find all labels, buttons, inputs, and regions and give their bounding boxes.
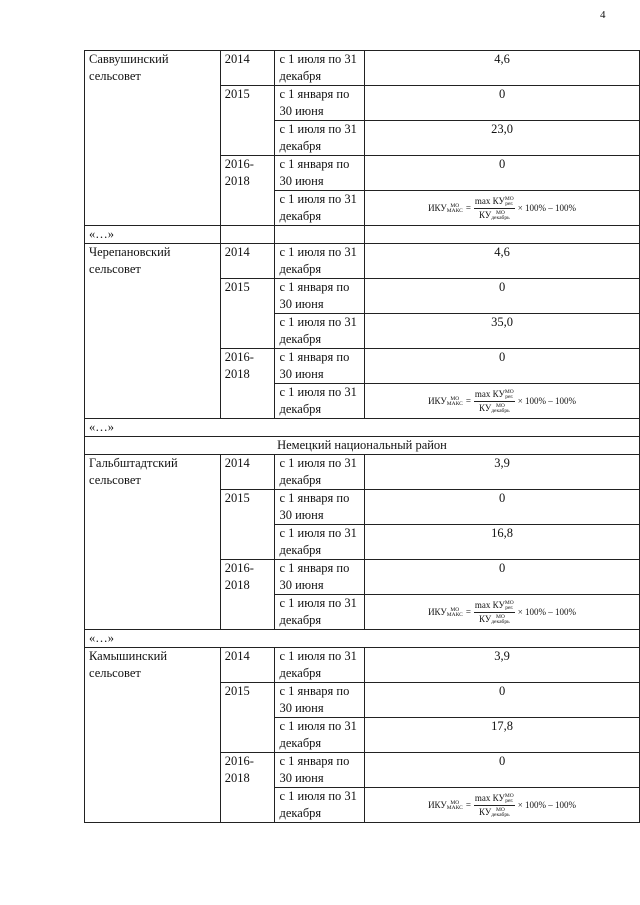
formula: ИКУ МО МАКС = max КУ МО рег. КУ МО декабрь × 100% – 100%	[428, 195, 577, 221]
value-cell: 0	[365, 560, 640, 595]
year-cell: 2016-2018	[220, 349, 275, 419]
formula-cell	[365, 595, 640, 630]
period-cell: с 1 января по 30 июня	[275, 279, 365, 314]
ellipsis-cell: «…»	[85, 419, 640, 437]
period-cell: с 1 июля по 31 декабря	[275, 384, 365, 419]
year-cell: 2015	[220, 279, 275, 349]
period-cell: с 1 июля по 31 декабря	[275, 314, 365, 349]
value-cell: 0	[365, 753, 640, 788]
formula: ИКУ МО МАКС = max КУ МО рег. КУ МО декабрь × 100% – 100%	[428, 599, 577, 625]
municipality-name: Саввушинский сельсовет	[85, 51, 221, 226]
value-cell: 0	[365, 86, 640, 121]
period-cell: с 1 января по 30 июня	[275, 156, 365, 191]
value-cell: 0	[365, 490, 640, 525]
table-row	[85, 419, 640, 437]
value-cell: 3,9	[365, 648, 640, 683]
period-cell: с 1 января по 30 июня	[275, 683, 365, 718]
ellipsis-cell: «…»	[85, 226, 221, 244]
period-cell: с 1 июля по 31 декабря	[275, 455, 365, 490]
period-cell: с 1 июля по 31 декабря	[275, 121, 365, 156]
year-cell: 2014	[220, 51, 275, 86]
ellipsis-cell: «…»	[85, 630, 640, 648]
value-cell: 35,0	[365, 314, 640, 349]
value-cell: 4,6	[365, 51, 640, 86]
year-cell: 2014	[220, 244, 275, 279]
municipality-name: Гальбштадтский сельсовет	[85, 455, 221, 630]
formula-cell	[365, 384, 640, 419]
period-cell: с 1 июля по 31 декабря	[275, 191, 365, 226]
year-cell: 2015	[220, 683, 275, 753]
table-row	[85, 437, 640, 455]
table-row	[85, 51, 640, 86]
formula: ИКУ МО МАКС = max КУ МО рег. КУ МО декабрь × 100% – 100%	[428, 792, 577, 818]
period-cell: с 1 июля по 31 декабря	[275, 51, 365, 86]
value-cell: 3,9	[365, 455, 640, 490]
period-cell: с 1 января по 30 июня	[275, 490, 365, 525]
period-cell: с 1 января по 30 июня	[275, 560, 365, 595]
period-cell: с 1 января по 30 июня	[275, 86, 365, 121]
tariff-index-table	[84, 50, 640, 823]
period-cell: с 1 июля по 31 декабря	[275, 525, 365, 560]
period-cell: с 1 июля по 31 декабря	[275, 595, 365, 630]
year-cell: 2015	[220, 490, 275, 560]
value-cell: 0	[365, 156, 640, 191]
value-cell: 0	[365, 279, 640, 314]
value-cell: 4,6	[365, 244, 640, 279]
year-cell: 2015	[220, 86, 275, 156]
period-cell: с 1 июля по 31 декабря	[275, 648, 365, 683]
value-cell: 17,8	[365, 718, 640, 753]
period-cell: с 1 января по 30 июня	[275, 349, 365, 384]
formula: ИКУ МО МАКС = max КУ МО рег. КУ МО декабрь × 100% – 100%	[428, 388, 577, 414]
value-cell: 23,0	[365, 121, 640, 156]
table-row	[85, 244, 640, 279]
year-cell: 2014	[220, 648, 275, 683]
formula-cell	[365, 788, 640, 823]
region-heading: Немецкий национальный район	[85, 437, 640, 455]
year-cell: 2014	[220, 455, 275, 490]
year-cell: 2016-2018	[220, 156, 275, 226]
period-cell: с 1 июля по 31 декабря	[275, 788, 365, 823]
year-cell: 2016-2018	[220, 753, 275, 823]
municipality-name: Камышинский сельсовет	[85, 648, 221, 823]
value-cell: 0	[365, 683, 640, 718]
period-cell: с 1 июля по 31 декабря	[275, 244, 365, 279]
page-number: 4	[600, 9, 606, 21]
year-cell: 2016-2018	[220, 560, 275, 630]
value-cell: 0	[365, 349, 640, 384]
period-cell: с 1 января по 30 июня	[275, 753, 365, 788]
table-row	[85, 455, 640, 490]
formula-cell	[365, 191, 640, 226]
value-cell: 16,8	[365, 525, 640, 560]
table-row	[85, 648, 640, 683]
municipality-name: Черепановский сельсовет	[85, 244, 221, 419]
period-cell: с 1 июля по 31 декабря	[275, 718, 365, 753]
table-row	[85, 226, 640, 244]
table-row	[85, 630, 640, 648]
